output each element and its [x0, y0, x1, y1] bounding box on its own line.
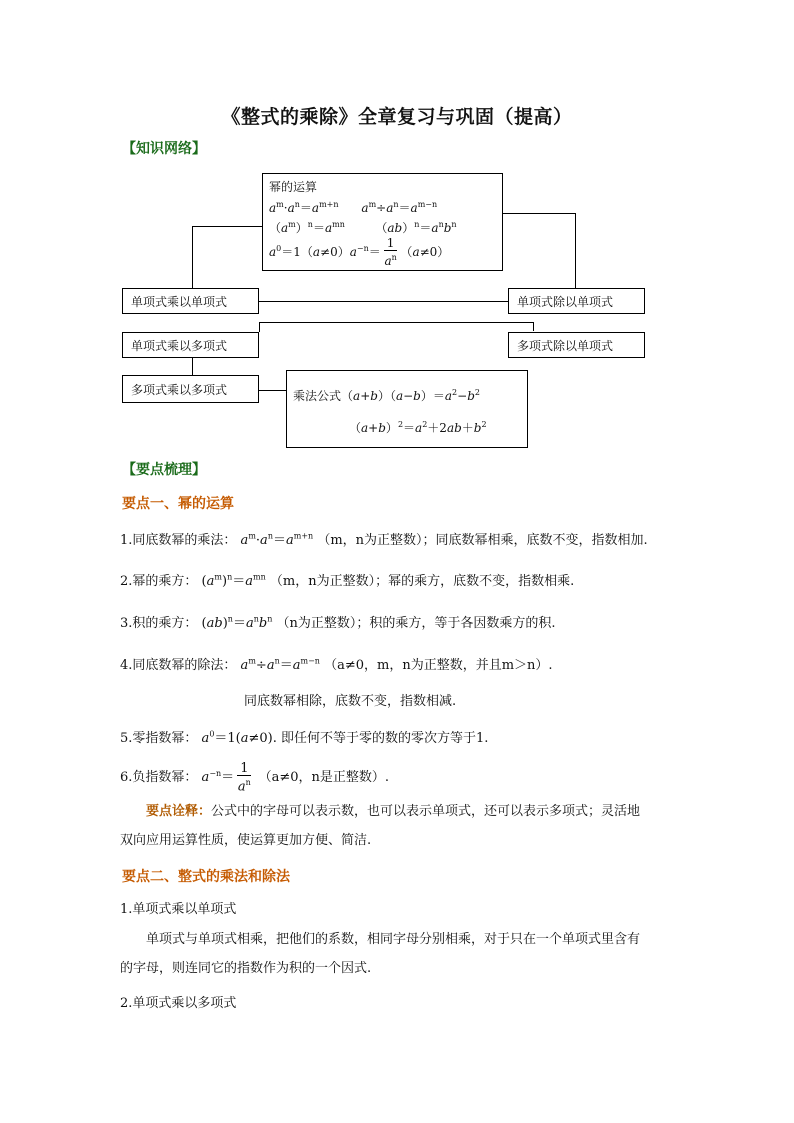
item-1: 1.同底数幂的乘法： $a^m\cdot a^n=a^{m+n}$ （m，n为正整数）；同底数幂相乘，底数不变，指数相加.	[120, 531, 648, 548]
mono-times-mono-box: 单项式乘以单项式	[122, 288, 259, 314]
key-points-label: 【要点梳理】	[122, 462, 206, 478]
formula-line-2: $(a+b)^2=a^2+2ab+b^2$	[349, 420, 487, 435]
power-operations-heading: 幂的运算	[269, 180, 318, 194]
item-2: 2.幂的乘方： $(a^m)^n=a^{mn}$ （m，n为正整数）；幂的乘方，底数不变，指数相乘.	[120, 572, 575, 589]
explanation-label: 要点诠释：	[146, 804, 212, 819]
multiplication-formula-box	[286, 370, 528, 448]
item-4-note: 同底数幂相除，底数不变，指数相减.	[244, 694, 457, 709]
item-3: 3.积的乘方： $(ab)^n=a^nb^n$ （n为正整数）；积的乘方，等于各因数乘方的积.	[120, 614, 556, 631]
knowledge-network-label: 【知识网络】	[122, 141, 206, 157]
formula-line-1: 乘法公式$(a+b)(a-b)=a^2-b^2$	[293, 388, 480, 403]
item-5: 5.零指数幂： $a^0=1(a\ne 0)$. 即任何不等于零的数的零次方等于1.	[120, 729, 489, 746]
mono-div-mono-box: 单项式除以单项式	[508, 288, 645, 314]
poly-times-poly-box: 多项式乘以多项式	[122, 375, 259, 403]
page-title: 《整式的乘除》全章复习与巩固（提高）	[221, 106, 573, 128]
point2-heading: 要点二、整式的乘法和除法	[122, 869, 290, 885]
explanation: 要点诠释：公式中的字母可以表示数，也可以表示单项式，还可以表示多项式；灵活地 双向应用运算性质，使运算更加方便、简洁.	[120, 804, 641, 848]
sub1-body: 单项式与单项式相乘，把他们的系数，相同字母分别相乘，对于只在一个单项式里含有 的字母，则连同它的指数作为积的一个因式.	[120, 932, 641, 976]
power-operations-box	[262, 173, 503, 271]
sub2-title: 2.单项式乘以多项式	[120, 996, 237, 1011]
power-rule-row-2: $(a^m)^n=a^{mn}$ $(ab)^n=a^nb^n$	[269, 220, 457, 235]
mono-times-poly-box: 单项式乘以多项式	[122, 332, 259, 358]
power-rule-row-1: $a^m\cdot a^n=a^{m+n}$ $a^m\div a^n=a^{m-n}$	[269, 200, 438, 215]
item-4: 4.同底数幂的除法： $a^m\div a^n=a^{m-n}$ （a≠0，m，n为正整数，并且m＞n）.	[120, 656, 553, 673]
power-rule-row-3: $a^0=1(a\ne 0)a^{-n}=$ $\frac{1}{a^n}$ （a≠0）	[269, 236, 450, 268]
poly-div-mono-box: 多项式除以单项式	[508, 332, 645, 358]
item-6: 6.负指数幂： $a^{-n}=$ $\frac{1}{a^n}$ （a≠0，n是正整数）.	[120, 761, 390, 795]
sub1-title: 1.单项式乘以单项式	[120, 902, 237, 917]
point1-heading: 要点一、幂的运算	[122, 496, 234, 512]
